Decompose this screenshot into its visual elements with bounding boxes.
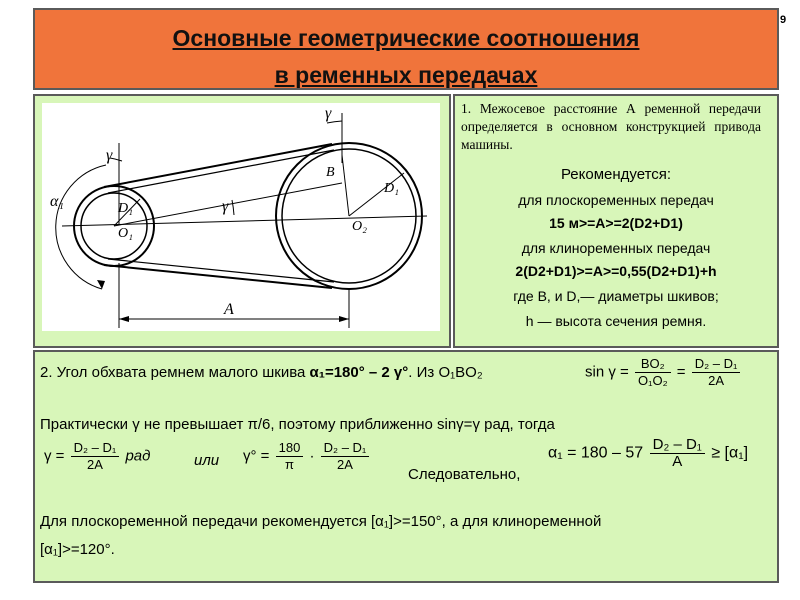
- wrap-angle-suffix: . Из O₁BO₂: [408, 364, 483, 381]
- gamma-label-left: γ: [106, 147, 113, 164]
- fraction-numerator: D₂ – D₁: [692, 356, 741, 373]
- sin-gamma-formula: [585, 356, 742, 389]
- d1-label: D₁: [118, 201, 133, 216]
- o2-label: O₂: [352, 219, 367, 234]
- fraction-gamma-deg: [321, 440, 370, 473]
- approximation-line: Практически γ не превышает π/6, поэтому приближенно sinγ=γ рад, тогда: [40, 416, 555, 433]
- belt-height-note: h — высота сечения ремня.: [525, 313, 707, 329]
- d2-label: D₁: [384, 181, 399, 196]
- fraction-180-pi: [276, 440, 304, 473]
- fraction-numerator: D₂ – D₁: [650, 437, 705, 454]
- gamma-deg-formula: [243, 440, 371, 473]
- recommended-label: Рекомендуется:: [560, 166, 672, 183]
- fraction-numerator: BO₂: [635, 356, 671, 373]
- flat-belt-caption: для плоскоременных передач: [518, 192, 714, 208]
- alpha1-label: α₁: [50, 193, 64, 210]
- vbelt-formula: 2(D2+D1)>=A>=0,55(D2+D1)+h: [515, 263, 717, 279]
- fraction-denominator: 2A: [337, 457, 353, 472]
- recommendation-line-2: [α₁]>=120°.: [40, 541, 115, 558]
- gamma-label-top: γ: [325, 105, 332, 122]
- title-line-2: в ременных передачах: [274, 62, 538, 88]
- a-label: A: [224, 301, 234, 318]
- fraction-d2-d1-a: [650, 437, 705, 470]
- wrap-angle-formula: α₁=180° – 2 γ°: [309, 364, 409, 381]
- gamma-deg-label: γ° =: [243, 447, 270, 465]
- or-word: или: [194, 452, 220, 469]
- o1-label: O₁: [118, 226, 133, 241]
- gamma-eq-label: γ =: [44, 447, 65, 465]
- alpha-final-formula: [548, 437, 748, 470]
- recommendation-line-1: Для плоскоременной передачи рекомендуется [α₁]>=150°, а для клиноременной: [40, 513, 602, 530]
- title-line-1: Основные геометрические соотношения: [172, 25, 640, 51]
- fraction-denominator: 2A: [708, 373, 724, 388]
- gamma-label-center: γ: [222, 198, 229, 215]
- fraction-gamma: [71, 440, 120, 473]
- sin-gamma-label: sin γ =: [585, 363, 629, 381]
- diameters-note: где В, и D,— диаметры шкивов;: [513, 288, 719, 304]
- fraction-numerator: D₂ – D₁: [71, 440, 120, 457]
- equals-sign: =: [676, 363, 686, 381]
- wrap-angle-prefix: 2. Угол обхвата ремнем малого шкива: [40, 364, 310, 381]
- multiply-dot: ·: [309, 447, 315, 465]
- therefore-word: Следовательно,: [408, 466, 521, 483]
- fraction-denominator: A: [672, 453, 683, 470]
- center-distance-paragraph: 1. Межосевое расстояние А ременной передачи определяется в основном конструкцией привода машины.: [461, 101, 761, 152]
- rad-unit: рад: [125, 447, 151, 465]
- alpha-formula-right: ≥ [α₁]: [711, 444, 749, 462]
- fraction-numerator: D₂ – D₁: [321, 440, 370, 457]
- fraction-bo2-o1o2: [635, 356, 671, 389]
- fraction-denominator: π: [284, 457, 294, 472]
- fraction-d2-d1-2a: [692, 356, 741, 389]
- fraction-numerator: 180: [276, 440, 304, 457]
- b-label: B: [326, 165, 335, 180]
- alpha-formula-left: α₁ = 180 – 57: [548, 444, 644, 462]
- fraction-denominator: O₁O₂: [637, 373, 668, 388]
- vbelt-caption: для клиноременных передач: [521, 240, 711, 256]
- gamma-rad-formula: [44, 440, 150, 473]
- flat-belt-formula: 15 м>=A>=2(D2+D1): [549, 215, 683, 231]
- belt-drive-diagram: [42, 103, 440, 331]
- belt-drive-drawing: [42, 103, 440, 331]
- page-number: 9: [780, 14, 787, 26]
- title-banner: [33, 8, 779, 90]
- wrap-angle-line: [40, 364, 483, 381]
- fraction-denominator: 2A: [86, 457, 103, 472]
